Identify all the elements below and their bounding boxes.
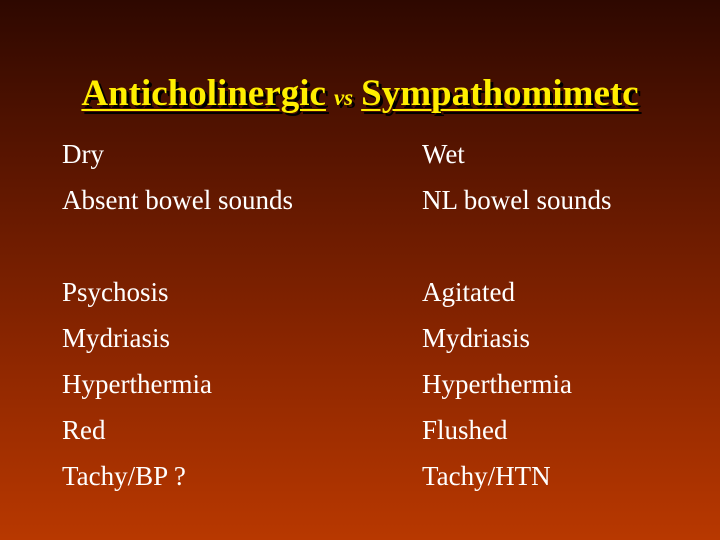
right-item-mydriasis: Mydriasis: [422, 323, 530, 353]
left-item-dry: Dry: [62, 139, 104, 169]
slide-title: [0, 72, 720, 115]
left-item-psychosis: Psychosis: [62, 277, 169, 307]
title-anticholinergic: Anticholinergic: [81, 73, 326, 114]
left-item-hyperthermia: Hyperthermia: [62, 369, 212, 399]
right-item-tachy: Tachy/HTN: [422, 461, 551, 491]
left-item-red: Red: [62, 415, 106, 445]
spacer: [422, 223, 612, 269]
anticholinergic-column: [62, 131, 293, 499]
right-item-wet: Wet: [422, 139, 465, 169]
sympathomimetic-column: [422, 131, 612, 499]
right-item-hyperthermia: Hyperthermia: [422, 369, 572, 399]
left-item-bowel-sounds: Absent bowel sounds: [62, 185, 293, 215]
spacer: [62, 223, 293, 269]
left-item-mydriasis: Mydriasis: [62, 323, 170, 353]
right-item-flushed: Flushed: [422, 415, 508, 445]
right-item-agitated: Agitated: [422, 277, 515, 307]
right-item-bowel-sounds: NL bowel sounds: [422, 185, 612, 215]
left-item-tachy: Tachy/BP ?: [62, 461, 186, 491]
title-vs: vs: [333, 85, 354, 110]
title-sympathomimetic: Sympathomimetc: [361, 73, 639, 114]
